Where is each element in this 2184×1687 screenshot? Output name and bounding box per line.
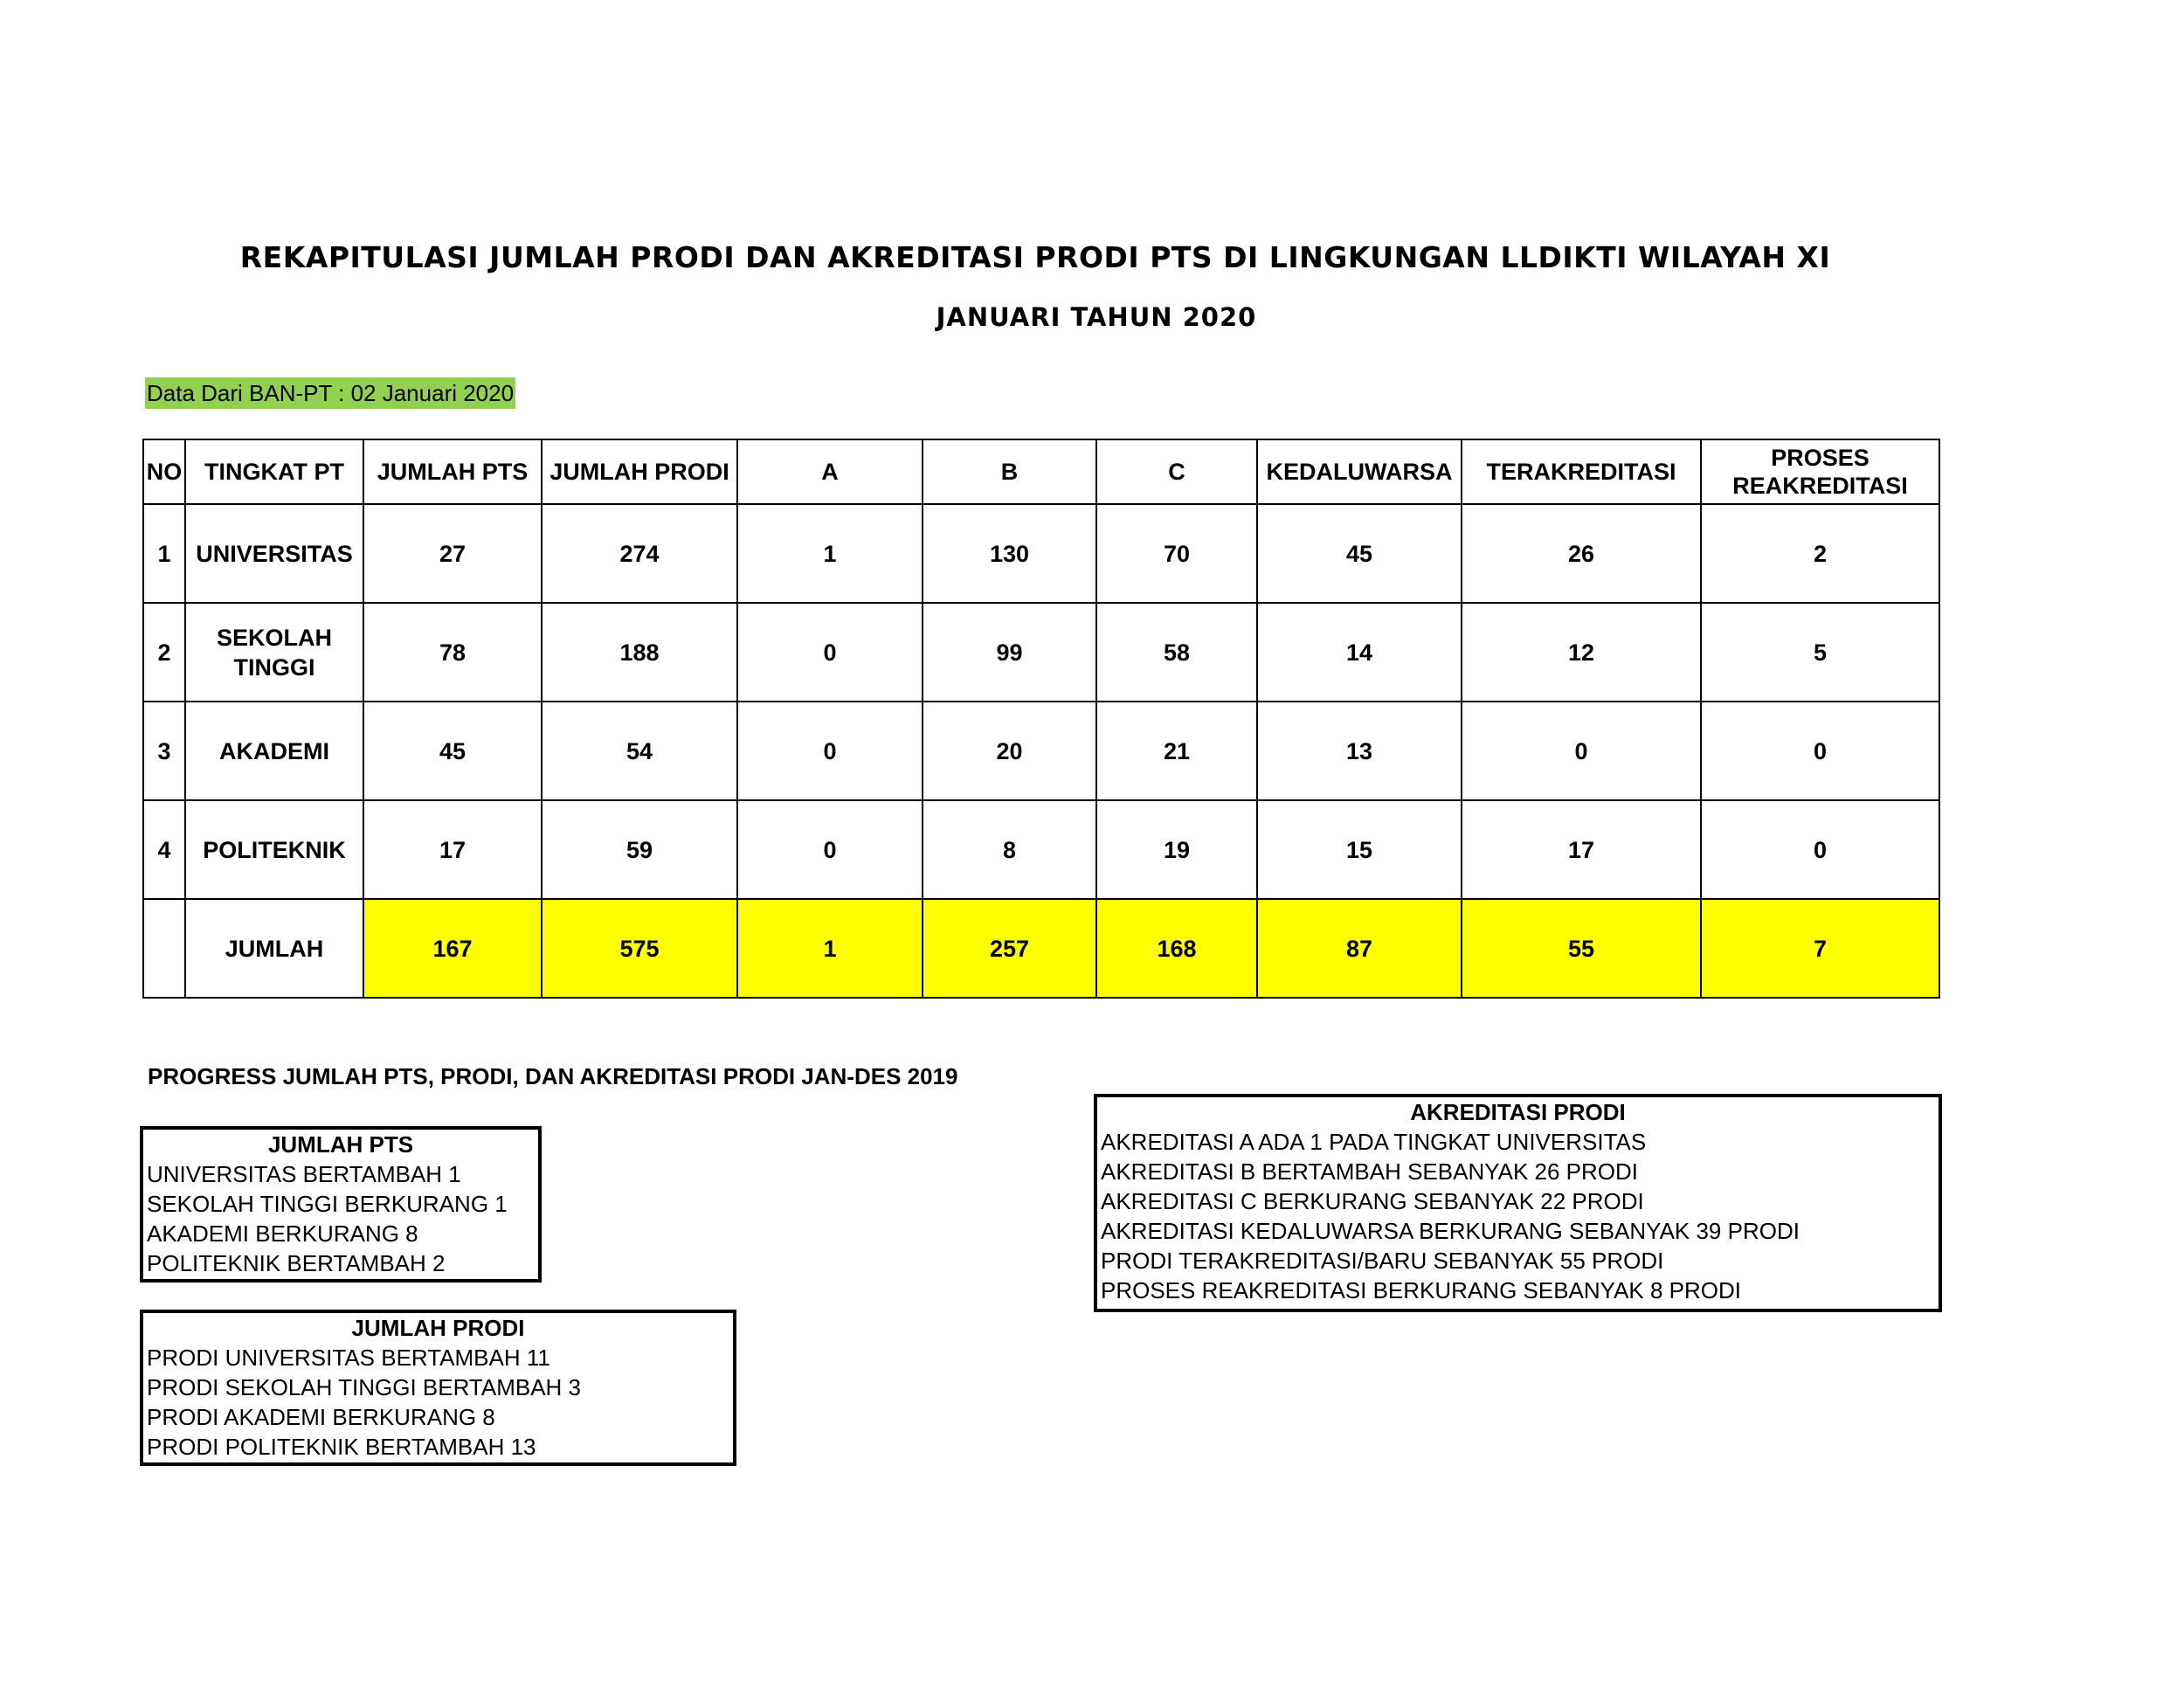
total-cell-label: JUMLAH xyxy=(185,899,363,998)
cell-no: 4 xyxy=(143,800,185,899)
total-cell-kedaluwarsa: 87 xyxy=(1257,899,1462,998)
cell-kedaluwarsa: 13 xyxy=(1257,702,1462,800)
cell-c: 21 xyxy=(1096,702,1257,800)
cell-tingkat-pt: POLITEKNIK xyxy=(185,800,363,899)
header-jumlah-prodi: JUMLAH PRODI xyxy=(542,439,737,504)
list-item: PRODI SEKOLAH TINGGI BERTAMBAH 3 xyxy=(147,1374,582,1400)
total-cell-proses-reakreditasi: 7 xyxy=(1701,899,1939,998)
cell-b: 20 xyxy=(923,702,1096,800)
total-cell-c: 168 xyxy=(1096,899,1257,998)
cell-kedaluwarsa: 45 xyxy=(1257,504,1462,603)
cell-b: 99 xyxy=(923,603,1096,702)
cell-tingkat-pt: SEKOLAH TINGGI xyxy=(185,603,363,702)
list-item: AKREDITASI B BERTAMBAH SEBANYAK 26 PRODI xyxy=(1101,1158,1639,1185)
cell-proses-reakreditasi: 0 xyxy=(1701,702,1939,800)
list-item: AKREDITASI KEDALUWARSA BERKURANG SEBANYAK 39 PRODI xyxy=(1101,1218,1800,1244)
akreditasi-prodi-title: AKREDITASI PRODI xyxy=(1410,1099,1626,1125)
summary-table xyxy=(142,439,1940,999)
table-row xyxy=(143,702,1939,800)
cell-no: 2 xyxy=(143,603,185,702)
cell-proses-reakreditasi: 0 xyxy=(1701,800,1939,899)
total-cell-no xyxy=(143,899,185,998)
cell-c: 70 xyxy=(1096,504,1257,603)
total-row xyxy=(143,899,1939,998)
cell-jumlah-prodi: 188 xyxy=(542,603,737,702)
cell-terakreditasi: 12 xyxy=(1462,603,1701,702)
table-row xyxy=(143,603,1939,702)
header-tingkat-pt: TINGKAT PT xyxy=(185,439,363,504)
total-cell-terakreditasi: 55 xyxy=(1462,899,1701,998)
cell-b: 8 xyxy=(923,800,1096,899)
cell-no: 1 xyxy=(143,504,185,603)
list-item: POLITEKNIK BERTAMBAH 2 xyxy=(147,1250,446,1276)
progress-title: PROGRESS JUMLAH PTS, PRODI, DAN AKREDITASI PRODI JAN-DES 2019 xyxy=(148,1063,958,1089)
jumlah-prodi-title: JUMLAH PRODI xyxy=(351,1315,525,1341)
list-item: AKADEMI BERKURANG 8 xyxy=(147,1220,418,1247)
header-no: NO xyxy=(143,439,185,504)
cell-jumlah-pts: 27 xyxy=(363,504,542,603)
cell-jumlah-prodi: 59 xyxy=(542,800,737,899)
jumlah-pts-box xyxy=(140,1126,542,1283)
cell-jumlah-prodi: 54 xyxy=(542,702,737,800)
table-row xyxy=(143,800,1939,899)
akreditasi-prodi-box xyxy=(1094,1094,1942,1312)
header-proses-reakreditasi: PROSES REAKREDITASI xyxy=(1701,439,1939,504)
list-item: PRODI AKADEMI BERKURANG 8 xyxy=(147,1404,495,1430)
page-title: REKAPITULASI JUMLAH PRODI DAN AKREDITASI PRODI PTS DI LINGKUNGAN LLDIKTI WILAYAH XI xyxy=(239,240,1831,274)
cell-proses-reakreditasi: 2 xyxy=(1701,504,1939,603)
table-header-row xyxy=(143,439,1939,504)
cell-c: 58 xyxy=(1096,603,1257,702)
table-row xyxy=(143,504,1939,603)
cell-terakreditasi: 0 xyxy=(1462,702,1701,800)
cell-jumlah-prodi: 274 xyxy=(542,504,737,603)
cell-tingkat-pt: AKADEMI xyxy=(185,702,363,800)
cell-b: 130 xyxy=(923,504,1096,603)
cell-c: 19 xyxy=(1096,800,1257,899)
cell-proses-reakreditasi: 5 xyxy=(1701,603,1939,702)
total-cell-a: 1 xyxy=(737,899,923,998)
jumlah-prodi-box xyxy=(140,1310,736,1466)
cell-a: 0 xyxy=(737,702,923,800)
list-item: UNIVERSITAS BERTAMBAH 1 xyxy=(147,1161,461,1187)
cell-jumlah-pts: 78 xyxy=(363,603,542,702)
total-cell-jumlah-pts: 167 xyxy=(363,899,542,998)
source-note: Data Dari BAN-PT : 02 Januari 2020 xyxy=(145,377,515,409)
cell-a: 0 xyxy=(737,603,923,702)
list-item: AKREDITASI A ADA 1 PADA TINGKAT UNIVERSITAS xyxy=(1101,1129,1647,1155)
list-item: PROSES REAKREDITASI BERKURANG SEBANYAK 8 PRODI xyxy=(1101,1277,1742,1303)
header-jumlah-pts: JUMLAH PTS xyxy=(363,439,542,504)
cell-terakreditasi: 17 xyxy=(1462,800,1701,899)
list-item: PRODI TERAKREDITASI/BARU SEBANYAK 55 PRODI xyxy=(1101,1248,1664,1274)
cell-tingkat-pt: UNIVERSITAS xyxy=(185,504,363,603)
cell-kedaluwarsa: 14 xyxy=(1257,603,1462,702)
page-subtitle: JANUARI TAHUN 2020 xyxy=(936,302,1257,332)
jumlah-pts-title: JUMLAH PTS xyxy=(267,1131,414,1158)
cell-kedaluwarsa: 15 xyxy=(1257,800,1462,899)
header-b: B xyxy=(923,439,1096,504)
cell-jumlah-pts: 17 xyxy=(363,800,542,899)
header-kedaluwarsa: KEDALUWARSA xyxy=(1257,439,1462,504)
total-cell-b: 257 xyxy=(923,899,1096,998)
header-a: A xyxy=(737,439,923,504)
header-terakreditasi: TERAKREDITASI xyxy=(1462,439,1701,504)
list-item: AKREDITASI C BERKURANG SEBANYAK 22 PRODI xyxy=(1101,1188,1644,1214)
list-item: PRODI UNIVERSITAS BERTAMBAH 11 xyxy=(147,1345,550,1371)
total-cell-jumlah-prodi: 575 xyxy=(542,899,737,998)
cell-a: 1 xyxy=(737,504,923,603)
cell-terakreditasi: 26 xyxy=(1462,504,1701,603)
cell-a: 0 xyxy=(737,800,923,899)
list-item: PRODI POLITEKNIK BERTAMBAH 13 xyxy=(147,1434,536,1460)
cell-jumlah-pts: 45 xyxy=(363,702,542,800)
header-c: C xyxy=(1096,439,1257,504)
list-item: SEKOLAH TINGGI BERKURANG 1 xyxy=(147,1191,508,1217)
cell-no: 3 xyxy=(143,702,185,800)
